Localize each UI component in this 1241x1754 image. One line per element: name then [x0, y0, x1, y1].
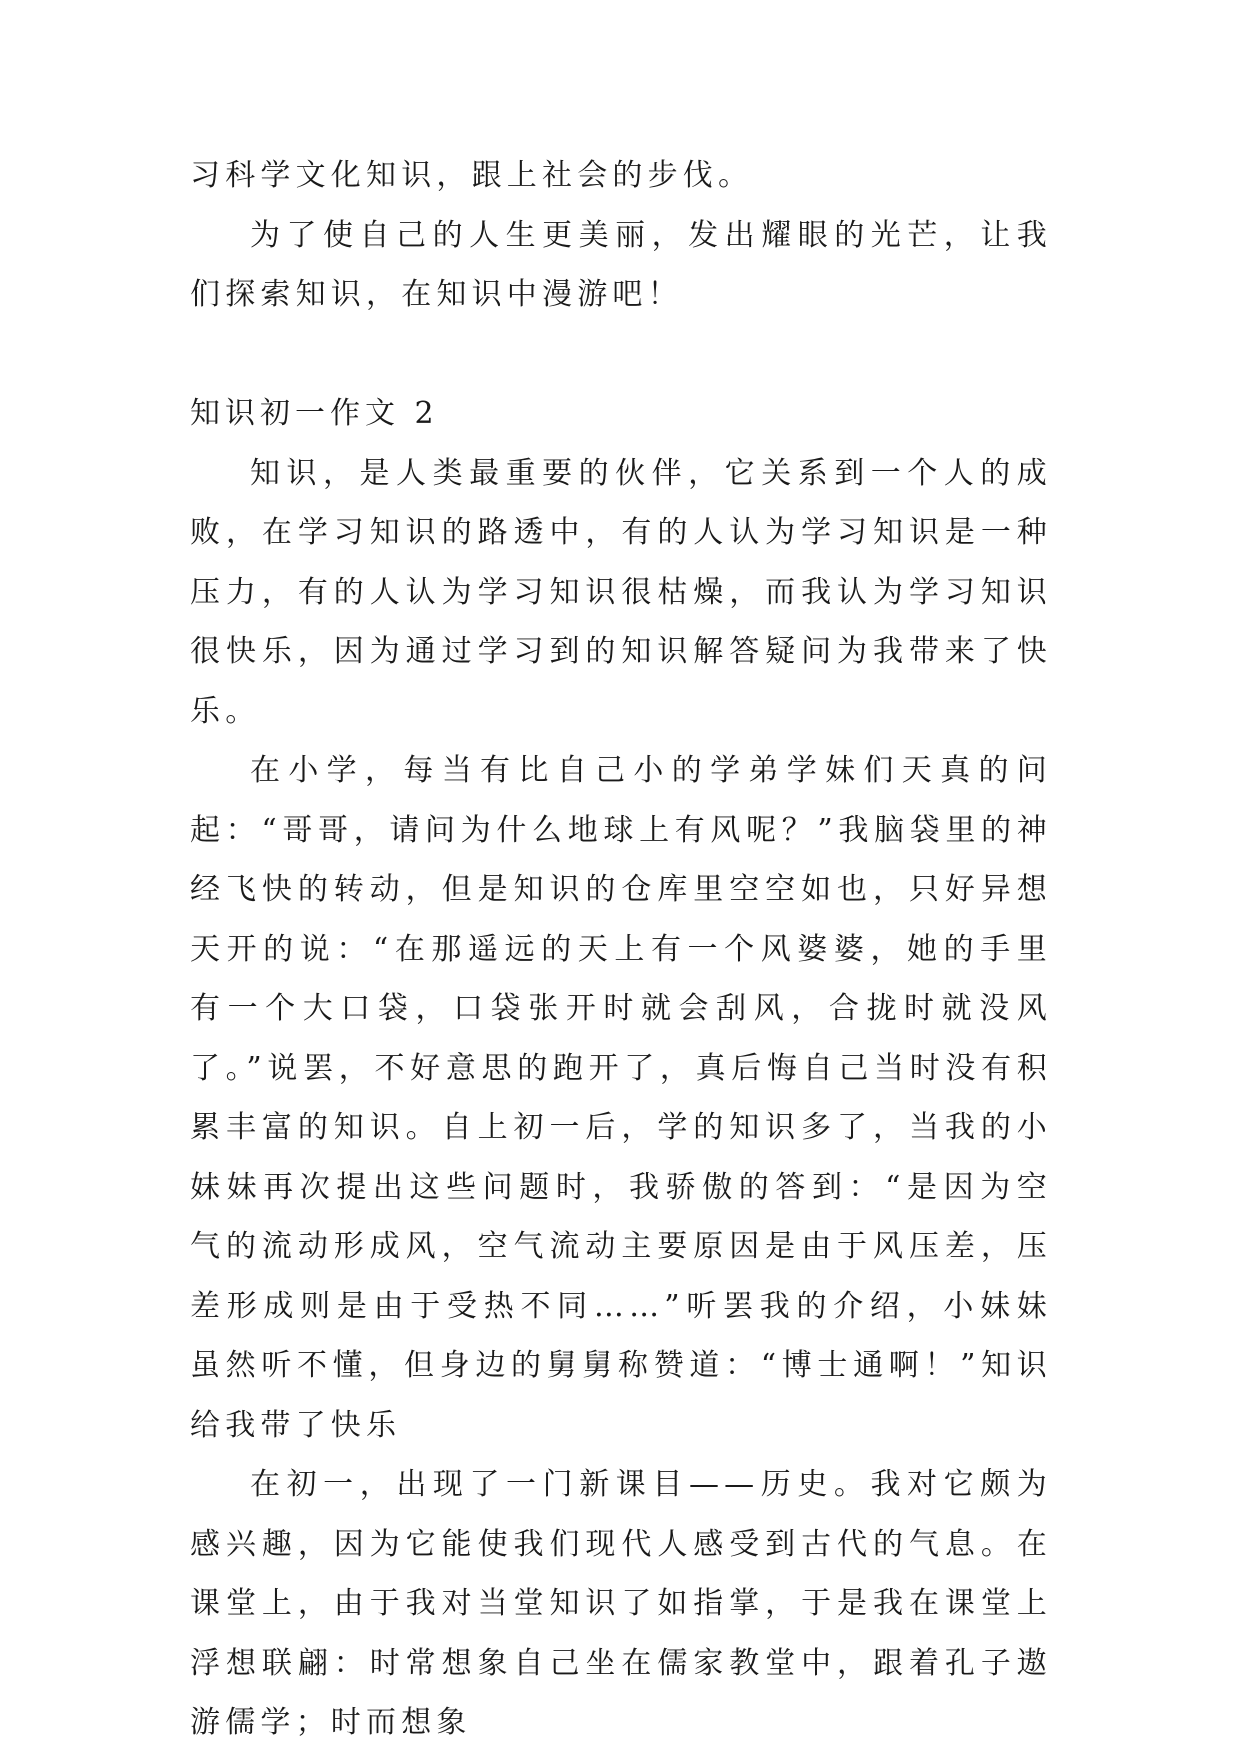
paragraph: 在初一，出现了一门新课目——历史。我对它颇为感兴趣，因为它能使我们现代人感受到古代的气息。在课堂上，由于我对当堂知识了如指掌，于是我在课堂上浮想联翩：时常想象自己坐在儒家教堂中，跟着孔子遨游儒学；时而想象	[190, 1467, 1052, 1740]
document-body	[190, 146, 1052, 1753]
paragraph-closing: 为了使自己的人生更美丽，发出耀眼的光芒，让我们探索知识，在知识中漫游吧！	[190, 217, 1052, 312]
section-title: 知识初一作文 2	[190, 396, 439, 431]
paragraph: 在小学，每当有比自己小的学弟学妹们天真的问起：“哥哥，请问为什么地球上有风呢？”我脑袋里的神经飞快的转动，但是知识的仓库里空空如也，只好异想天开的说：“在那遥远的天上有一个风婆婆，她的手里有一个大口袋，口袋张开时就会刮风，合拢时就没风了。”说罢，不好意思的跑开了，真后悔自己当时没有积累丰富的知识。自上初一后，学的知识多了，当我的小妹妹再次提出这些问题时，我骄傲的答到：“是因为空气的流动形成风，空气流动主要原因是由于风压差，压差形成则是由于受热不同……”听罢我的介绍，小妹妹虽然听不懂，但身边的舅舅称赞道：“博士通啊！”知识给我带了快乐	[190, 753, 1052, 1443]
paragraph: 知识，是人类最重要的伙伴，它关系到一个人的成败，在学习知识的路透中，有的人认为学习知识是一种压力，有的人认为学习知识很枯燥，而我认为学习知识很快乐，因为通过学习到的知识解答疑问为我带来了快乐。	[190, 455, 1052, 729]
section-gap	[190, 325, 1052, 385]
paragraph-continued: 习科学文化知识，跟上社会的步伐。	[190, 158, 754, 193]
